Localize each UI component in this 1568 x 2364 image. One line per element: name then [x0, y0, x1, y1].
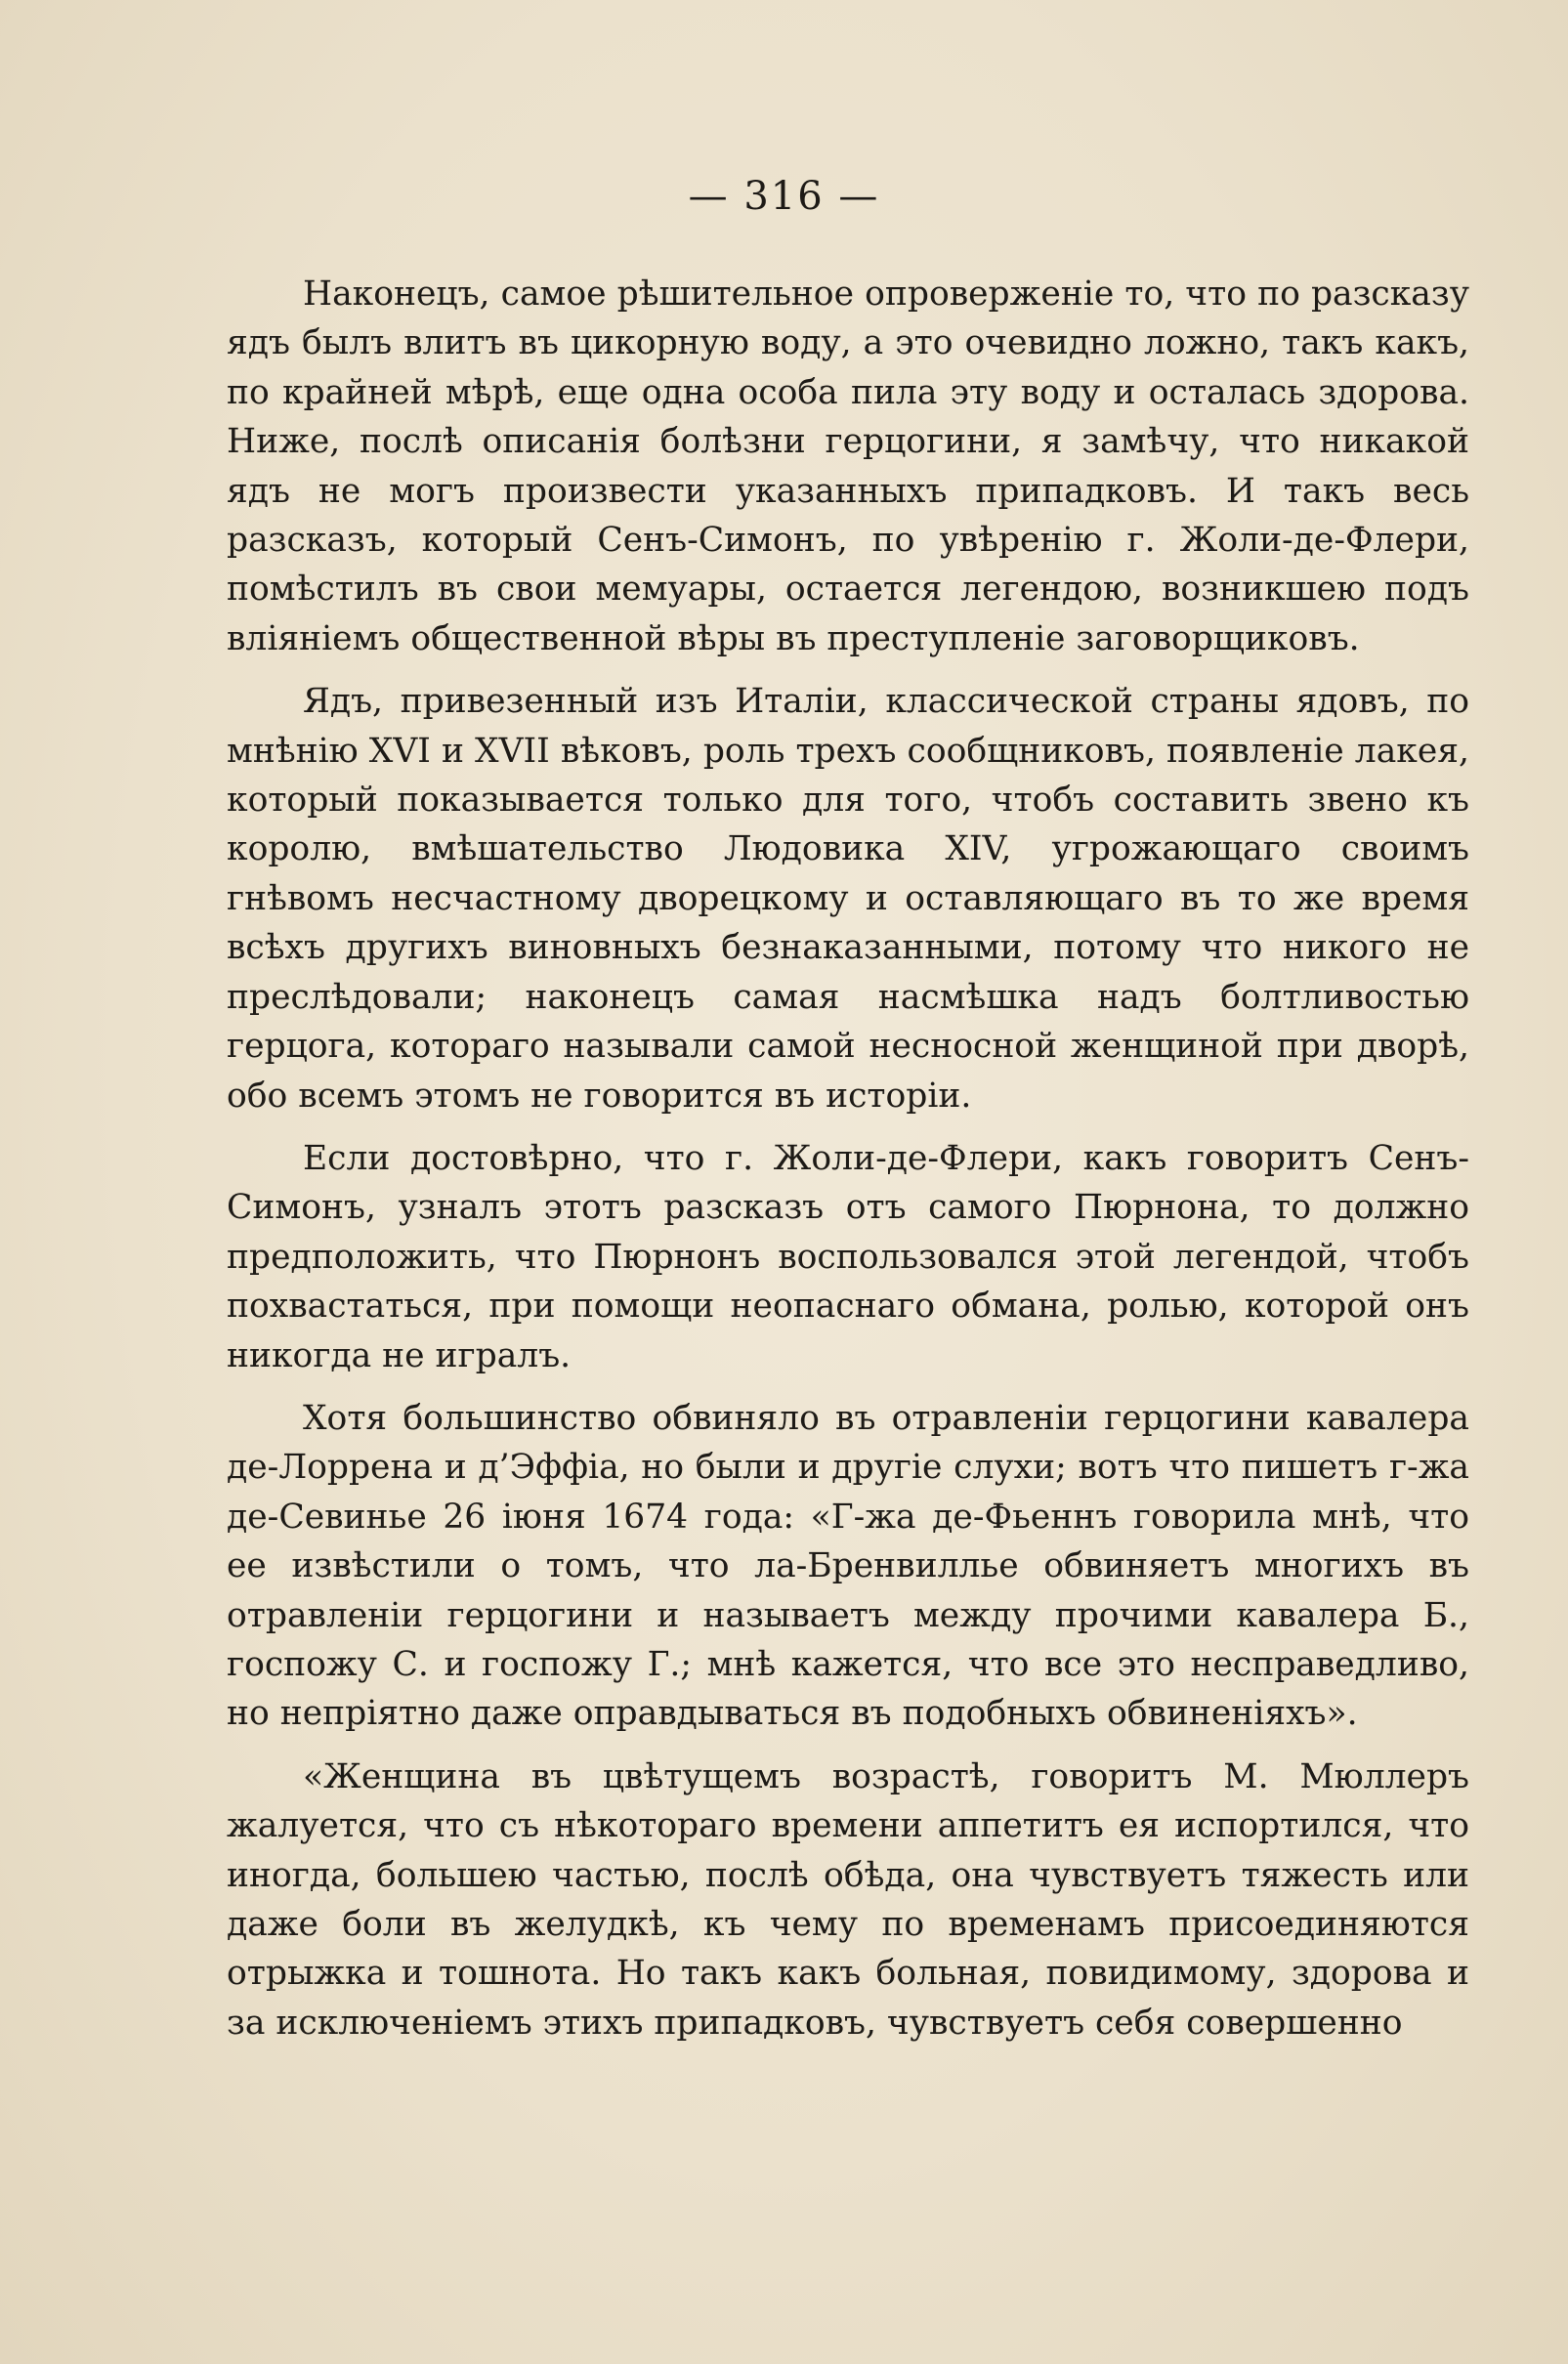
paragraph: Хотя большинство обвиняло въ отравленіи герцогини кавалера де-Лоррена и д’Эффіа, но были и другіе слухи; вотъ что пишетъ г-жа де-Севинье 26 іюня 1674 года: «Г-жа де-Фьеннъ говорила мнѣ, что ее извѣстили о томъ, что ла-Бренвилльe обвиняетъ многихъ въ отравленіи герцогини и называетъ между прочими кавалера Б., госпожу С. и госпожу Г.; мнѣ кажется, что все это несправедливо, но непріятно даже оправдываться въ подобныхъ обвиненіяхъ». — [227, 1398, 1469, 1734]
page-number: — 316 — — [688, 174, 880, 219]
paragraph: Наконецъ, самое рѣшительное опроверженіе то, что по разсказу ядъ былъ влитъ въ цикорную воду, а это очевидно ложно, такъ какъ, по крайней мѣрѣ, еще одна особа пила эту воду и осталась здорова. Ниже, послѣ описанія болѣзни герцогини, я замѣчу, что никакой ядъ не могъ произвести указанныхъ припадковъ. И такъ весь разсказъ, который Сенъ-Симонъ, по увѣренію г. Жоли-де-Флери, помѣстилъ въ свои мемуары, остается легендою, возникшею подъ вліяніемъ общественной вѣры въ преступленіе заговорщиковъ. — [227, 274, 1469, 658]
body-text — [227, 270, 1469, 2047]
paragraph: «Женщина въ цвѣтущемъ возрастѣ, говоритъ М. Мюллеръ жалуется, что съ нѣкотораго времени аппетитъ ея испортился, что иногда, большею частью, послѣ обѣда, она чувствуетъ тяжесть или даже боли въ желудкѣ, къ чему по временамъ присоединяются отрыжка и тошнота. Но такъ какъ больная, повидимому, здорова и за исключеніемъ этихъ припадковъ, чувствуетъ себя совершенно — [227, 1756, 1469, 2043]
paragraph: Если достовѣрно, что г. Жоли-де-Флери, какъ говоритъ Сенъ-Симонъ, узналъ этотъ разсказъ отъ самого Пюрнона, то должно предположить, что Пюрнонъ воспользовался этой легендой, чтобъ похвастаться, при помощи неопаснаго обмана, ролью, которой онъ никогда не игралъ. — [227, 1138, 1469, 1375]
paragraph: Ядъ, привезенный изъ Италіи, классической страны ядовъ, по мнѣнію XVI и XVII вѣковъ, роль трехъ сообщниковъ, появленіе лакея, который показывается только для того, чтобъ составить звено къ королю, вмѣшательство Людовика XIV, угрожающаго своимъ гнѣвомъ несчастному дворецкому и оставляющаго въ то же время всѣхъ другихъ виновныхъ безнаказанными, потому что никого не преслѣдовали; наконецъ самая насмѣшка надъ болтливостью герцога, котораго называли самой несносной женщиной при дворѣ, обо всемъ этомъ не говорится въ исторіи. — [227, 682, 1469, 1116]
